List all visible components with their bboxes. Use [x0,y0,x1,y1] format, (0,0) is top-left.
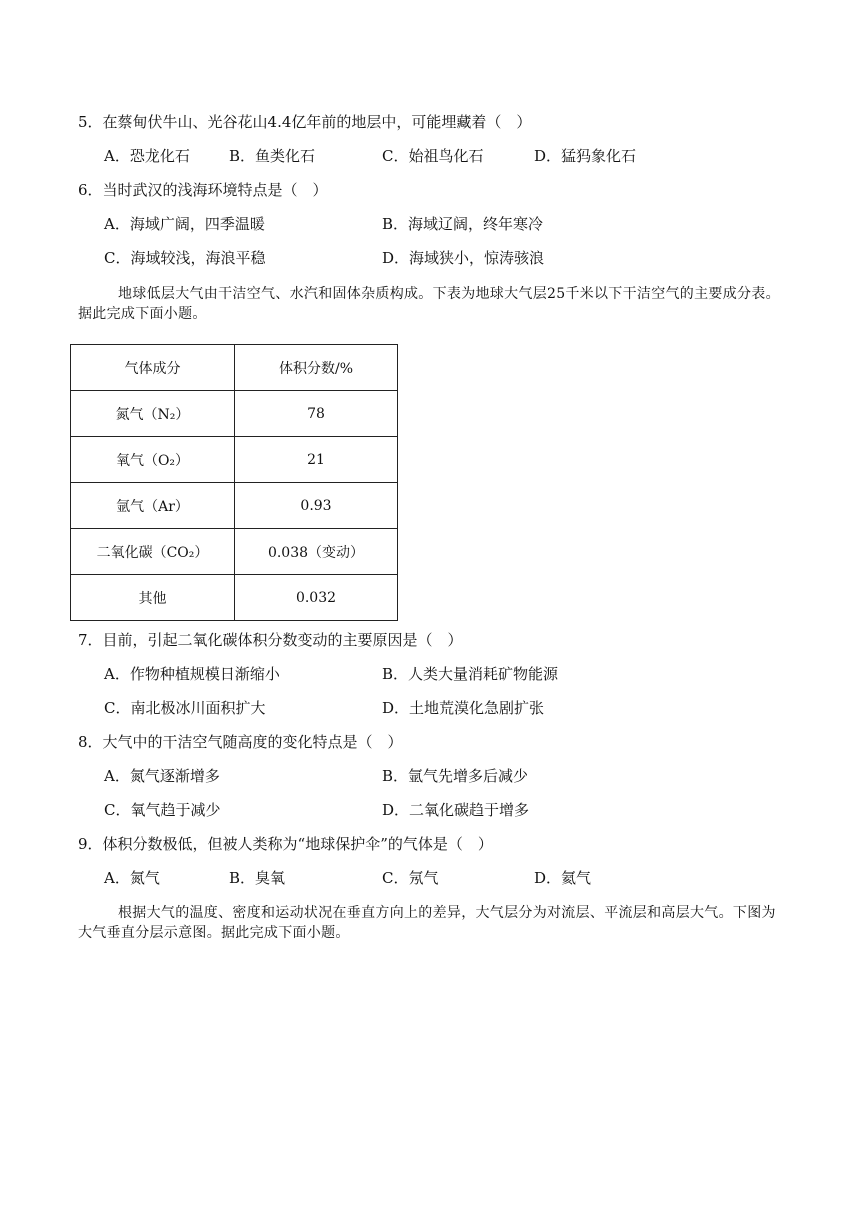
question-5-option-d: D．猛犸象化石 [534,147,637,165]
table-header-cell: 体积分数/% [235,345,398,391]
table-row [71,575,398,621]
question-8-option-b: B．氩气先增多后减少 [382,767,529,785]
question-9-option-a: A．氮气 [104,869,160,887]
question-7-option-b: B．人类大量消耗矿物能源 [382,665,559,683]
table-cell: 0.032 [235,575,398,621]
table-header-cell: 气体成分 [71,345,235,391]
table-cell: 0.93 [235,483,398,529]
question-9-stem: 9．体积分数极低，但被人类称为“地球保护伞”的气体是（ ） [78,835,493,853]
table-row [71,483,398,529]
table-row [71,529,398,575]
question-9-option-c: C．氖气 [382,869,439,887]
question-7-option-a: A．作物种植规模日渐缩小 [104,665,280,683]
question-7-option-d: D．土地荒漠化急剧扩张 [382,699,545,717]
question-7-option-c: C．南北极冰川面积扩大 [104,699,266,717]
question-6-option-c: C．海域较浅，海浪平稳 [104,249,266,267]
table-cell: 其他 [71,575,235,621]
table-cell: 0.038（变动） [235,529,398,575]
dry-air-composition-table [70,344,398,621]
question-9-option-d: D．氦气 [534,869,592,887]
question-8-option-c: C．氧气趋于减少 [104,801,221,819]
reading-material-paragraph [78,903,790,943]
question-5-option-b: B．鱼类化石 [229,147,316,165]
question-5-option-a: A．恐龙化石 [104,147,190,165]
table-cell: 78 [235,391,398,437]
reading-material-text: 根据大气的温度、密度和运动状况在垂直方向上的差异，大气层分为对流层、平流层和高层大气。下图为大气垂直分层示意图。据此完成下面小题。 [78,905,776,941]
table-cell: 氧气（O₂） [71,437,235,483]
question-5-stem: 5．在蔡甸伏牛山、光谷花山4.4亿年前的地层中，可能埋藏着（ ） [78,113,532,131]
table-row [71,437,398,483]
table-cell: 氮气（N₂） [71,391,235,437]
table-header-row [71,345,398,391]
question-8-option-d: D．二氧化碳趋于增多 [382,801,530,819]
table-cell: 氩气（Ar） [71,483,235,529]
question-6-option-d: D．海域狭小，惊涛骇浪 [382,249,545,267]
table-cell: 二氧化碳（CO₂） [71,529,235,575]
question-5-option-c: C．始祖鸟化石 [382,147,484,165]
question-6-option-a: A．海域广阔，四季温暖 [104,215,265,233]
question-9-option-b: B．臭氧 [229,869,286,887]
question-6-stem: 6．当时武汉的浅海环境特点是（ ） [78,181,328,199]
table-cell: 21 [235,437,398,483]
reading-material-text: 地球低层大气由干洁空气、水汽和固体杂质构成。下表为地球大气层25千米以下干洁空气的主要成分表。据此完成下面小题。 [78,286,780,322]
table-row [71,391,398,437]
question-8-stem: 8．大气中的干洁空气随高度的变化特点是（ ） [78,733,403,751]
reading-material-paragraph [78,284,790,324]
question-8-option-a: A．氮气逐渐增多 [104,767,220,785]
question-6-option-b: B．海域辽阔，终年寒冷 [382,215,544,233]
question-7-stem: 7．目前，引起二氧化碳体积分数变动的主要原因是（ ） [78,631,463,649]
